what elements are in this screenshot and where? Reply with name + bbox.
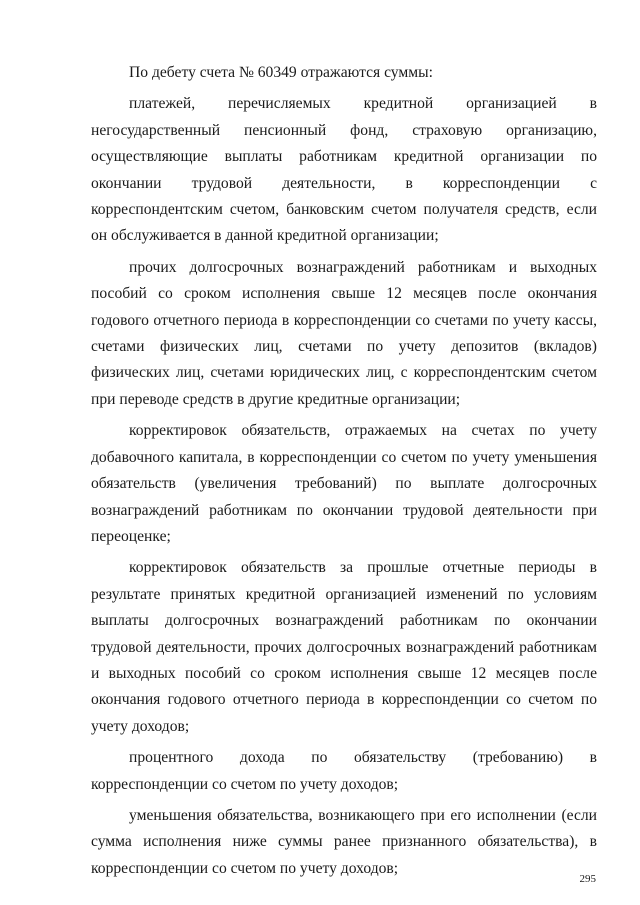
paragraph-interest-income: процентного дохода по обязательству (требованию) в корреспонденции со счетом по учету доходов; <box>91 749 597 793</box>
paragraph-obligation-decrease: уменьшения обязательства, возникающего при его исполнении (если сумма исполнения ниже суммы ранее признанного обязательства), в корреспонденции со счетом по учету доходов; <box>91 806 597 877</box>
paragraph-long-term-benefits: прочих долгосрочных вознаграждений работникам и выходных пособий со сроком исполнения свыше 12 месяцев после окончания годового отчетного периода в корреспонденции со счетами по учету кассы, счетами физических лиц, счетами по учету депозитов (вкладов) физических лиц, счетами юридических лиц, с корреспондентским счетом при переводе средств в другие кредитные организации; <box>91 258 597 408</box>
paragraph-obligation-adjustments: корректировок обязательств, отражаемых на счетах по учету добавочного капитала, в корреспонденции со счетом по учету уменьшения обязательств (увеличения требований) по выплате долгосрочных вознаграждений работникам по окончании трудовой деятельности при переоценке; <box>91 422 597 545</box>
intro-line: По дебету счета № 60349 отражаются суммы: <box>129 64 433 81</box>
page-number: 295 <box>579 873 596 885</box>
paragraph-prior-period-adjustments: корректировок обязательств за прошлые отчетные периоды в результате принятых кредитной организацией изменений по условиям выплаты долгосрочных вознаграждений работникам по окончании трудовой деятельности, прочих долгосрочных вознаграждений работникам и выходных пособий со сроком исполнения свыше 12 месяцев после окончания годового отчетного периода в корреспонденции со счетом по учету доходов; <box>91 559 597 735</box>
document-body <box>91 60 597 887</box>
paragraph-payments: платежей, перечисляемых кредитной организацией в негосударственный пенсионный фонд, страховую организацию, осуществляющие выплаты работникам кредитной организации по окончании трудовой деятельности, в корреспонденции с корреспондентским счетом, банковским счетом получателя средств, если он обслуживается в данной кредитной организации; <box>91 95 597 245</box>
